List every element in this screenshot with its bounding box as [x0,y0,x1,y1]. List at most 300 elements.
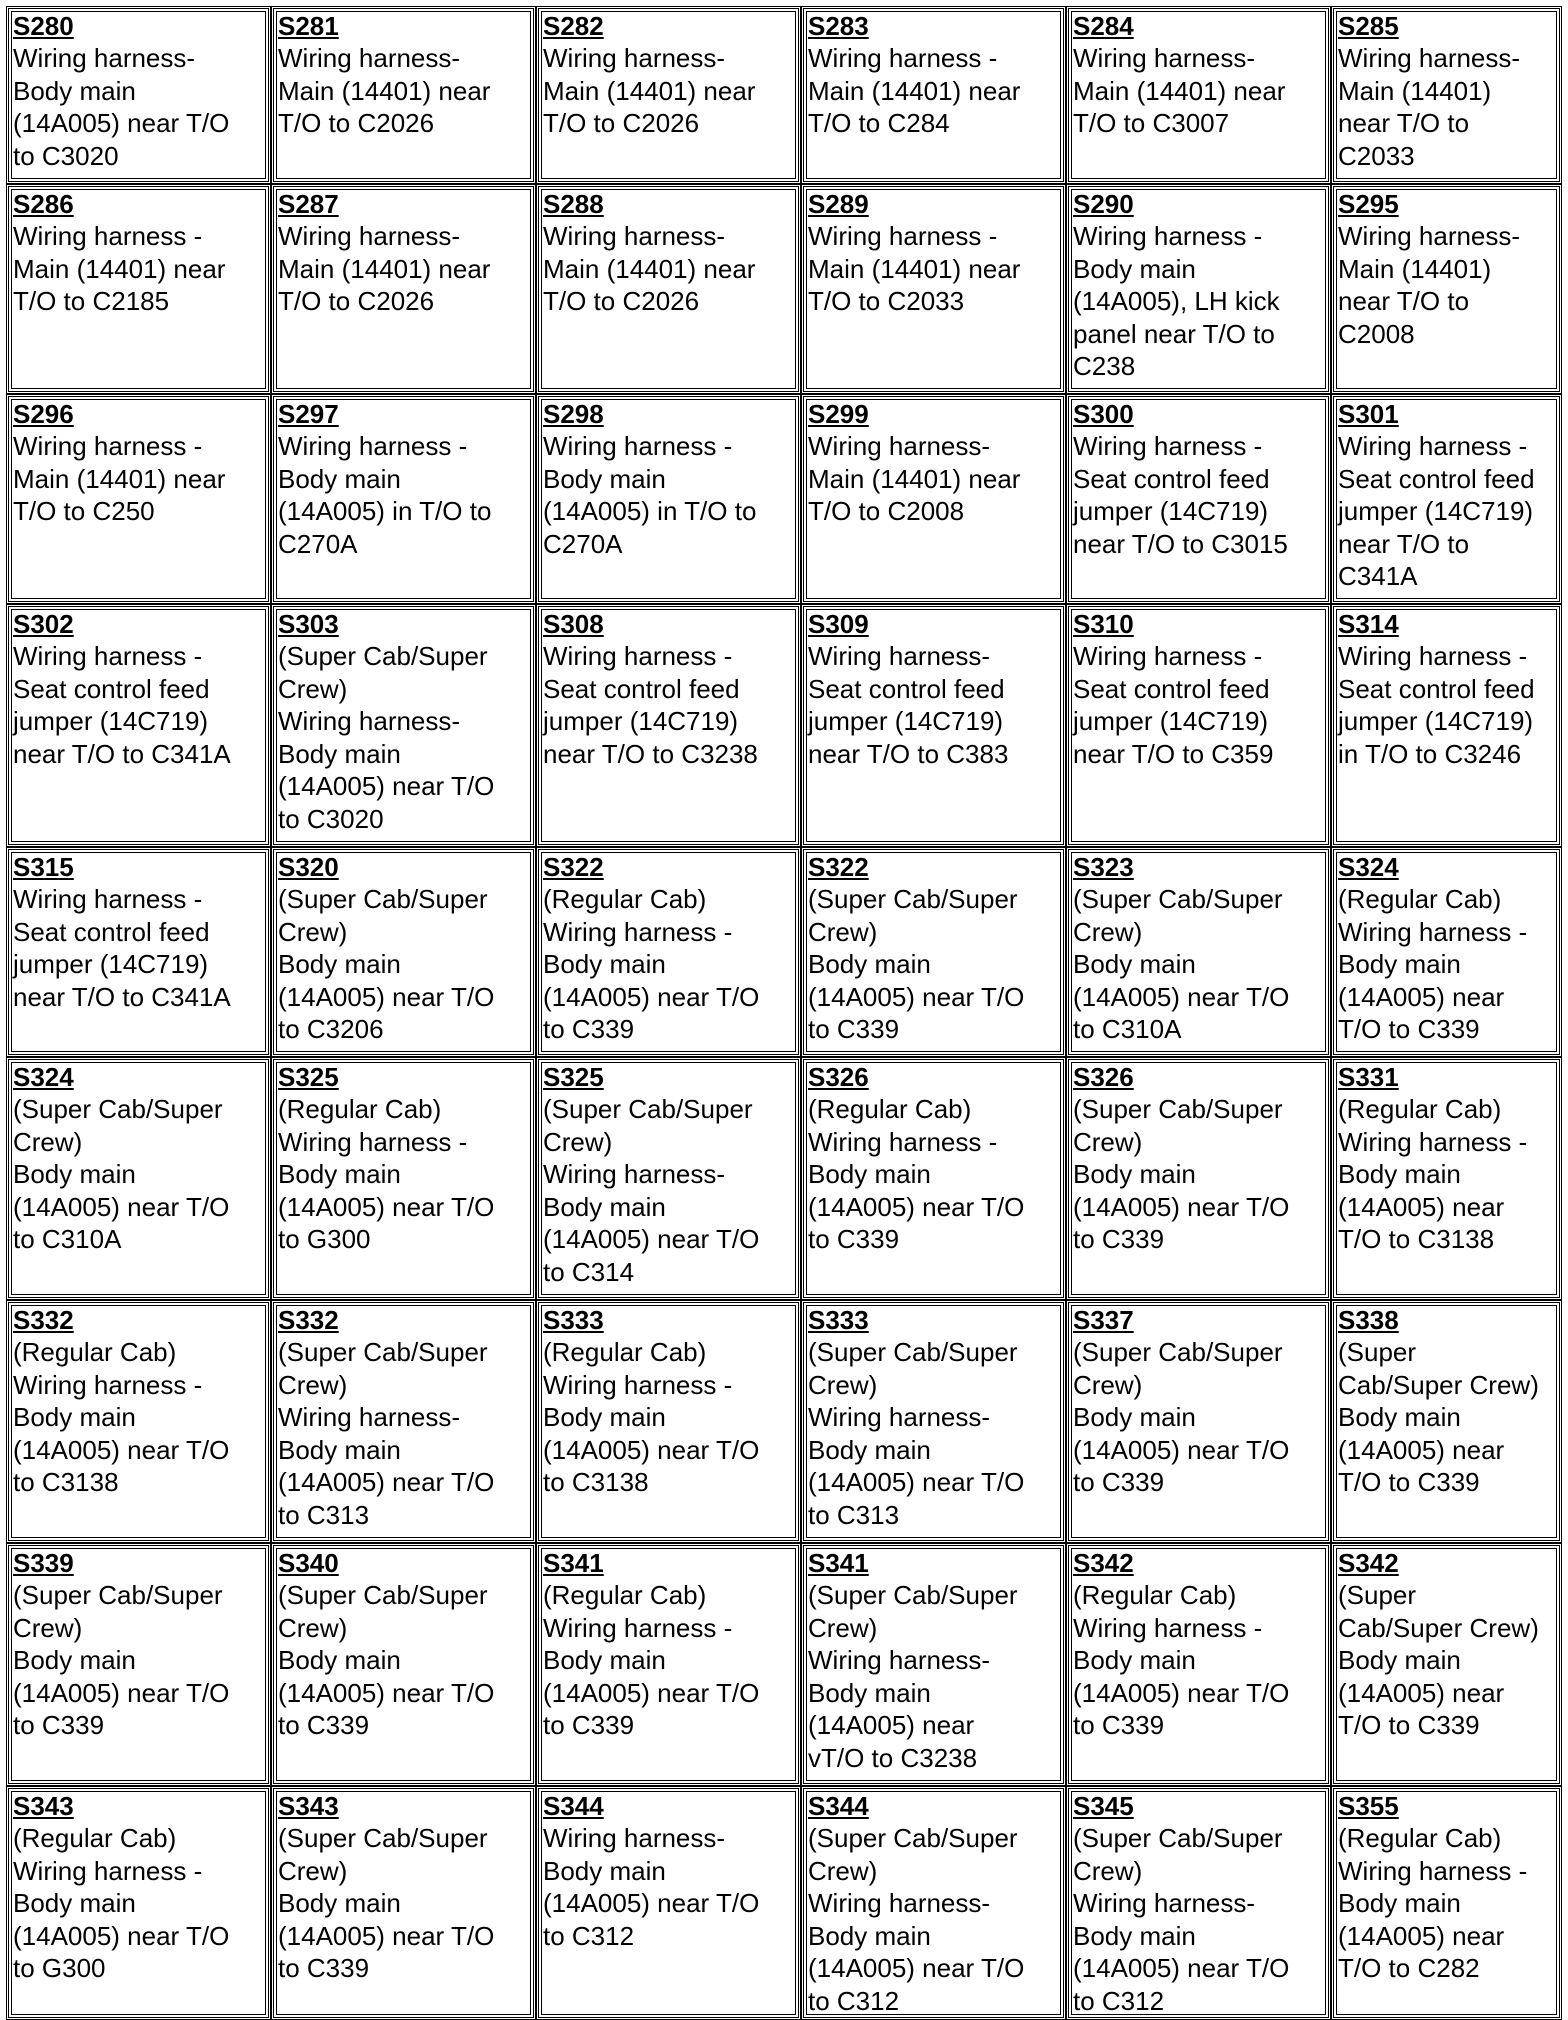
splice-description-line: (Super Cab/Super [278,641,488,671]
splice-description-line: C270A [278,528,358,559]
table-row [6,1543,1562,1786]
splice-description-line: Body main [543,1645,666,1675]
table-row [6,1057,1562,1300]
splice-description-line: Main (14401) near [13,463,226,494]
splice-cell-content [13,1060,268,1256]
splice-cell [1066,184,1331,394]
splice-description-line: T/O to C3138 [1338,1224,1495,1254]
splice-description-line: Crew) [278,1855,348,1886]
splice-description-line: Wiring harness- [278,706,461,736]
table-row [6,6,1562,184]
splice-description-line: to C312 [808,1985,900,2016]
splice-description-line: (14A005) near T/O [808,1467,1025,1497]
splice-description-line: (14A005) in T/O to [543,496,757,526]
splice-cell [271,6,536,184]
splice-description-line: jumper (14C719) [1338,706,1534,736]
splice-description-line: to C3138 [543,1467,649,1497]
splice-description-line: Crew) [278,916,348,947]
splice-description-line: Body main [278,463,401,494]
splice-description-line: (14A005) near [1338,1191,1505,1222]
splice-description-line: (Regular Cab) [13,1823,177,1853]
splice-cell-content [1338,607,1559,770]
splice-description-line: (Super Cab/Super [808,1580,1018,1610]
splice-description-line: Wiring harness - [1073,641,1263,671]
splice-cell [1066,604,1331,847]
splice-description-line: Wiring harness - [278,1126,468,1157]
splice-cell [536,1543,801,1786]
splice-description-line: Body main [808,1920,931,1951]
splice-cell [801,604,1066,847]
splice-description-line: (14A005) near T/O [1073,1191,1290,1222]
splice-description-line: T/O to C2026 [543,286,700,316]
splice-description-line: to C339 [1073,1710,1165,1740]
splice-description-line: Seat control feed [808,673,1005,704]
splice-cell-content [13,9,268,172]
splice-description-line: Wiring harness - [808,1126,998,1157]
splice-description-line: to C313 [278,1499,370,1530]
splice-cell-content [1338,1060,1559,1256]
splice-description-line: T/O to C339 [1338,1014,1480,1044]
splice-cell [801,1786,1066,2020]
splice-description-line: T/O to C339 [1338,1710,1480,1740]
splice-code: S284 [1073,11,1134,41]
splice-cell-content [13,1546,268,1742]
splice-description-line: Wiring harness - [1338,1855,1528,1886]
table-row [6,604,1562,847]
splice-description-line: Body main [1073,949,1196,979]
splice-location-table [6,6,1562,2020]
splice-code: S299 [808,399,869,429]
splice-cell [801,847,1066,1057]
splice-cell [6,604,271,847]
splice-code: S341 [543,1548,604,1578]
splice-description-line: (Regular Cab) [808,1094,972,1124]
splice-description-line: to C3206 [278,1014,384,1044]
splice-description-line: Wiring harness- [1073,43,1256,73]
splice-code: S295 [1338,189,1399,219]
splice-table-body [6,6,1562,2020]
splice-cell-content [278,1789,533,1985]
splice-cell-content [278,1546,533,1742]
splice-description-line: Seat control feed [1338,673,1535,704]
splice-description-line: Body main [278,1434,401,1465]
splice-description-line: Seat control feed [1073,673,1270,704]
splice-description-line: (14A005) near T/O [543,1434,760,1465]
splice-description-line: to C312 [1073,1985,1165,2016]
splice-description-line: (14A005) near [808,1710,975,1740]
splice-code: S308 [543,609,604,639]
splice-code: S331 [1338,1062,1399,1092]
splice-code: S281 [278,11,339,41]
splice-description-line: Wiring harness- [808,1645,991,1675]
splice-description-line: to C310A [1073,1014,1182,1044]
splice-cell-content [1073,850,1328,1046]
splice-description-line: jumper (14C719) [13,949,209,979]
splice-cell [1331,1057,1562,1300]
splice-description-line: C238 [1073,351,1136,381]
splice-cell-content [1338,1546,1559,1742]
splice-code: S314 [1338,609,1399,639]
splice-description-line: (14A005), LH kick [1073,286,1280,316]
splice-description-line: Body main [1338,1645,1461,1675]
splice-description-line: Wiring harness- [1073,1888,1256,1918]
splice-code: S326 [808,1062,869,1092]
splice-cell [6,1543,271,1786]
splice-description-line: jumper (14C719) [1073,706,1269,736]
splice-description-line: Crew) [543,1126,613,1157]
splice-cell [1066,1057,1331,1300]
splice-cell [801,394,1066,604]
splice-code: S302 [13,609,74,639]
table-row [6,184,1562,394]
splice-cell-content [808,607,1063,770]
splice-description-line: (14A005) near [1338,1434,1505,1465]
splice-code: S289 [808,189,869,219]
splice-description-line: to C312 [543,1920,635,1951]
splice-code: S325 [543,1062,604,1092]
splice-code: S343 [13,1791,74,1821]
splice-description-line: Wiring harness - [1338,431,1528,461]
splice-code: S320 [278,852,339,882]
splice-cell [271,1057,536,1300]
splice-description-line: Wiring harness- [1338,43,1521,73]
splice-description-line: Body main [1338,1888,1461,1918]
splice-code: S344 [543,1791,604,1821]
splice-description-line: (Super Cab/Super [808,1823,1018,1853]
splice-description-line: Main (14401) near [278,75,491,106]
splice-code: S337 [1073,1305,1134,1335]
splice-description-line: Body main [1073,1645,1196,1675]
splice-cell-content [543,1789,798,1952]
splice-cell [271,394,536,604]
splice-cell [801,184,1066,394]
splice-description-line: to C339 [13,1710,105,1740]
splice-cell [1331,1543,1562,1786]
splice-description-line: Main (14401) near [13,253,226,284]
splice-cell [536,1057,801,1300]
splice-description-line: (14A005) near [1338,1677,1505,1708]
splice-description-line: (14A005) near [1338,1920,1505,1951]
splice-description-line: (14A005) near T/O [13,1434,230,1465]
splice-description-line: Seat control feed [1073,463,1270,494]
splice-code: S322 [808,852,869,882]
splice-description-line: T/O to C2026 [278,286,435,316]
splice-code: S285 [1338,11,1399,41]
splice-description-line: near T/O to C359 [1073,738,1274,769]
splice-code: S303 [278,609,339,639]
table-row [6,847,1562,1057]
splice-description-line: Wiring harness - [543,641,733,671]
splice-cell-content [808,9,1063,140]
table-row [6,1300,1562,1543]
splice-description-line: T/O to C2033 [808,286,965,316]
splice-description-line: Body main [808,949,931,979]
splice-description-line: Crew) [1073,1369,1143,1400]
splice-description-line: (14A005) near T/O [543,1677,760,1708]
splice-cell [801,1057,1066,1300]
splice-cell [271,1300,536,1543]
splice-description-line: (Regular Cab) [1073,1580,1237,1610]
splice-cell [801,6,1066,184]
splice-description-line: jumper (14C719) [13,706,209,736]
splice-description-line: Wiring harness- [808,1888,991,1918]
splice-description-line: (Super [1338,1580,1417,1610]
splice-description-line: Main (14401) near [1073,75,1286,106]
splice-description-line: (Regular Cab) [1338,884,1502,914]
splice-cell [1331,394,1562,604]
splice-code: S298 [543,399,604,429]
splice-description-line: Crew) [808,1612,878,1643]
splice-description-line: Seat control feed [543,673,740,704]
splice-description-line: Wiring harness- [808,1402,991,1432]
splice-code: S290 [1073,189,1134,219]
splice-description-line: (Regular Cab) [543,884,707,914]
splice-cell [271,184,536,394]
splice-description-line: Seat control feed [1338,463,1535,494]
splice-code: S338 [1338,1305,1399,1335]
splice-description-line: Wiring harness - [13,884,203,914]
splice-description-line: Cab/Super Crew) [1338,1612,1539,1643]
splice-description-line: (14A005) near T/O [278,1191,495,1222]
splice-cell [536,1786,801,2020]
splice-description-line: Body main [13,1888,136,1918]
splice-cell-content [1073,9,1328,140]
splice-description-line: near T/O to C341A [13,981,231,1012]
splice-code: S280 [13,11,74,41]
splice-description-line: to C3020 [278,803,384,834]
splice-cell [6,1057,271,1300]
splice-description-line: (Regular Cab) [1338,1094,1502,1124]
splice-cell-content [808,1303,1063,1531]
splice-code: S355 [1338,1791,1399,1821]
splice-code: S342 [1338,1548,1399,1578]
splice-description-line: Crew) [1073,1126,1143,1157]
splice-description-line: T/O to C250 [13,496,155,526]
splice-description-line: C270A [543,528,623,559]
splice-cell-content [1073,607,1328,770]
splice-cell-content [808,1060,1063,1256]
splice-description-line: Body main [808,1677,931,1708]
splice-description-line: Wiring harness- [278,1402,461,1432]
splice-description-line: to C339 [808,1014,900,1044]
splice-description-line: (Regular Cab) [278,1094,442,1124]
splice-description-line: Wiring harness - [1338,1126,1528,1157]
splice-description-line: Body main [278,1888,401,1918]
splice-cell [1066,847,1331,1057]
splice-description-line: (Super Cab/Super [278,1580,488,1610]
splice-description-line: Wiring harness - [13,431,203,461]
splice-cell [6,1786,271,2020]
splice-description-line: to C339 [278,1710,370,1740]
splice-cell-content [1073,1060,1328,1256]
splice-description-line: to C3138 [13,1467,119,1497]
splice-description-line: T/O to C2008 [808,496,965,526]
splice-cell [536,847,801,1057]
splice-description-line: Body main [543,1402,666,1432]
splice-cell-content [1338,1303,1559,1499]
splice-code: S342 [1073,1548,1134,1578]
splice-description-line: Main (14401) [1338,253,1492,284]
splice-description-line: (14A005) near T/O [543,981,760,1012]
splice-description-line: (Super Cab/Super [13,1580,223,1610]
splice-description-line: (Super Cab/Super [278,884,488,914]
splice-description-line: Body main [278,1645,401,1675]
splice-description-line: (Super Cab/Super [1073,1094,1283,1124]
splice-description-line: (14A005) near T/O [278,1920,495,1951]
splice-description-line: (14A005) near T/O [808,1191,1025,1222]
splice-code: S282 [543,11,604,41]
splice-description-line: Main (14401) near [543,75,756,106]
splice-description-line: T/O to C2185 [13,286,170,316]
splice-description-line: Wiring harness - [543,431,733,461]
splice-code: S345 [1073,1791,1134,1821]
splice-description-line: Crew) [13,1126,83,1157]
splice-description-line: Body main [1338,949,1461,979]
splice-description-line: (Regular Cab) [13,1337,177,1367]
splice-description-line: Main (14401) near [808,75,1021,106]
splice-cell-content [1338,397,1559,593]
table-row [6,1786,1562,2020]
splice-cell-content [543,397,798,560]
splice-description-line: near T/O to C3238 [543,738,758,769]
splice-code: S332 [13,1305,74,1335]
splice-cell-content [543,607,798,770]
splice-cell-content [1073,397,1328,560]
splice-description-line: Wiring harness - [1073,1612,1263,1643]
splice-code: S288 [543,189,604,219]
splice-cell [6,1300,271,1543]
splice-description-line: to C339 [1073,1224,1165,1254]
splice-description-line: Wiring harness - [1073,221,1263,251]
splice-cell [271,604,536,847]
splice-code: S322 [543,852,604,882]
splice-code: S297 [278,399,339,429]
splice-description-line: Body main [278,738,401,769]
splice-description-line: Body main [543,1191,666,1222]
splice-description-line: (14A005) near T/O [278,771,495,801]
splice-description-line: Wiring harness - [1338,641,1528,671]
splice-description-line: Body main [1073,1159,1196,1189]
splice-description-line: near T/O to C3015 [1073,528,1288,559]
splice-description-line: (14A005) near T/O [278,981,495,1012]
splice-code: S343 [278,1791,339,1821]
splice-code: S325 [278,1062,339,1092]
splice-description-line: (14A005) near T/O [1073,1434,1290,1465]
splice-cell-content [13,187,268,318]
splice-description-line: (Super Cab/Super [1073,1337,1283,1367]
splice-description-line: Body main [278,949,401,979]
splice-description-line: (14A005) near T/O [1073,1953,1290,1983]
splice-description-line: (Regular Cab) [543,1580,707,1610]
splice-description-line: to C310A [13,1224,122,1254]
splice-description-line: T/O to C2026 [278,108,435,138]
splice-description-line: (Super Cab/Super [1073,1823,1283,1853]
splice-code: S341 [808,1548,869,1578]
splice-description-line: Body main [13,75,136,106]
splice-cell-content [543,1060,798,1288]
splice-cell-content [278,9,533,140]
table-row [6,394,1562,604]
splice-cell-content [278,850,533,1046]
splice-description-line: (14A005) near [1338,981,1505,1012]
splice-cell-content [1073,1789,1328,2017]
splice-cell-content [808,1546,1063,1774]
splice-description-line: Wiring harness - [808,43,998,73]
splice-description-line: Wiring harness- [278,43,461,73]
splice-code: S309 [808,609,869,639]
splice-code: S286 [13,189,74,219]
splice-cell [536,184,801,394]
splice-cell [1331,1786,1562,2020]
splice-cell [536,6,801,184]
splice-description-line: near T/O to [1338,528,1470,559]
splice-cell [1331,604,1562,847]
splice-cell-content [1338,850,1559,1046]
splice-description-line: (14A005) near T/O [278,1677,495,1708]
splice-cell [1066,394,1331,604]
splice-description-line: Seat control feed [13,673,210,704]
splice-description-line: to C3020 [13,140,119,171]
splice-cell-content [278,187,533,318]
splice-cell-content [278,1060,533,1256]
splice-description-line: (14A005) near T/O [808,1953,1025,1983]
splice-description-line: Body main [808,1159,931,1189]
splice-description-line: Body main [808,1434,931,1465]
splice-code: S333 [543,1305,604,1335]
splice-description-line: (Super Cab/Super [1073,884,1283,914]
splice-description-line: (Super Cab/Super [808,1337,1018,1367]
splice-description-line: Crew) [808,1855,878,1886]
splice-cell [801,1300,1066,1543]
splice-description-line: (14A005) near T/O [1073,1677,1290,1708]
splice-description-line: Body main [1073,1402,1196,1432]
splice-code: S333 [808,1305,869,1335]
splice-description-line: Body main [1338,1402,1461,1432]
splice-cell-content [808,397,1063,528]
splice-description-line: Wiring harness- [1338,221,1521,251]
splice-cell-content [278,607,533,835]
splice-cell-content [278,397,533,560]
splice-description-line: Wiring harness - [13,1369,203,1400]
splice-description-line: Wiring harness - [1338,916,1528,947]
splice-description-line: Body main [1073,253,1196,284]
splice-description-line: Crew) [1073,916,1143,947]
splice-cell [271,847,536,1057]
splice-code: S326 [1073,1062,1134,1092]
splice-description-line: Crew) [808,1369,878,1400]
splice-description-line: Wiring harness- [808,641,991,671]
splice-description-line: (Regular Cab) [543,1337,707,1367]
splice-cell [536,394,801,604]
splice-description-line: Wiring harness - [808,221,998,251]
splice-cell-content [808,187,1063,318]
splice-description-line: Wiring harness - [1073,431,1263,461]
splice-description-line: Wiring harness - [13,221,203,251]
splice-description-line: near T/O to C383 [808,738,1009,769]
splice-cell-content [1073,187,1328,383]
splice-description-line: Wiring harness - [543,916,733,947]
splice-cell-content [543,850,798,1046]
splice-description-line: T/O to C282 [1338,1953,1480,1983]
splice-description-line: Main (14401) near [808,253,1021,284]
splice-cell [1066,1300,1331,1543]
splice-description-line: T/O to C339 [1338,1467,1480,1497]
splice-cell-content [543,1303,798,1499]
splice-cell-content [1338,9,1559,172]
splice-description-line: Main (14401) near [543,253,756,284]
splice-description-line: panel near T/O to [1073,318,1275,349]
splice-description-line: jumper (14C719) [1338,496,1534,526]
